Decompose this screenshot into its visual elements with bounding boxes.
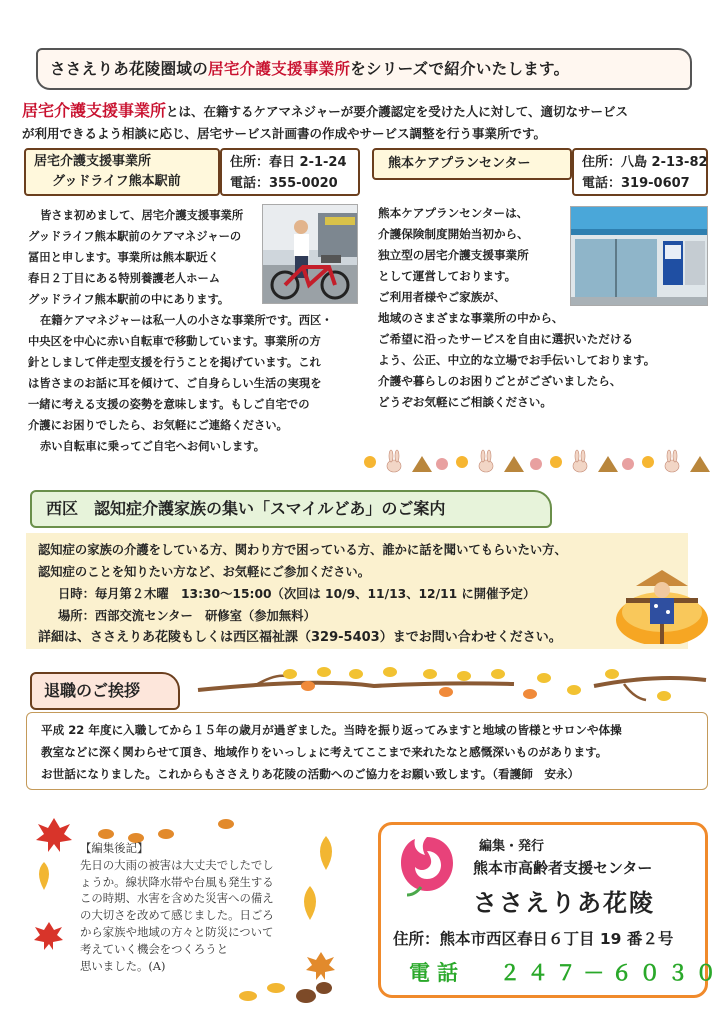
retire-line: 教室などに深く関わらせて頂き、地域作りをいっしょに考えてここまで来れたなと感慨深いものがあります。: [41, 745, 608, 759]
office1-line: 春日２丁目にある特別養護老人ホーム: [28, 272, 221, 285]
phone-number: ２４７－６０３０: [499, 961, 724, 985]
dementia-section-title: 西区 認知症介護家族の集い「スマイルどあ」のご案内: [30, 490, 552, 528]
office2-line: ご希望に沿ったサービスを自由に選択いただける: [378, 332, 634, 346]
scarecrow-illustration: [616, 560, 708, 644]
publisher-box: [378, 822, 724, 998]
office1-line: 介護にお困りでしたら、お気軽にご連絡ください。: [28, 419, 288, 432]
dementia-line: 認知症の家族の介護をしている方、関わり方で困っている方、誰かに話を聞いてもらいたい方、: [38, 543, 567, 557]
office2-line: 独立型の居宅介護支援事業所: [378, 248, 529, 262]
office2-line: 介護保険制度開始当初から、: [378, 227, 529, 241]
office2-name-box: [372, 148, 572, 180]
intro-line1: とは、在籍するケアマネジャーが要介護認定を受けた人に対して、適切なサービス: [166, 104, 629, 119]
office2-name: 熊本ケアプランセンター: [388, 156, 531, 171]
office1-photo: [262, 204, 358, 304]
retire-line: 平成 22 年度に入職してから１５年の歳月が過ぎました。当時を振り返ってみますと地域の皆様とサロンや体操: [41, 723, 622, 737]
office1-phone: 電話：355-0020: [230, 176, 338, 191]
office1-line: 皆さま初めまして、居宅介護支援事業所: [40, 209, 244, 222]
editor-line: 先日の大雨の被害は大丈夫でしたでし: [80, 857, 274, 872]
office2-line: 介護や暮らしのお困りごとがございましたら、: [378, 374, 622, 388]
publisher-label: 編集・発行: [479, 839, 545, 854]
office1-line: 在籍ケアマネジャーは私一人の小さな事業所です。西区・: [40, 314, 333, 327]
dementia-place: 場所：西部交流センター 研修室（参加無料）: [58, 609, 316, 623]
dementia-line: 認知症のことを知りたい方など、お気軽にご参加ください。: [38, 565, 371, 579]
series-banner: [36, 48, 692, 90]
intro-paragraph: [22, 100, 708, 145]
editor-line: 思いました。(A): [80, 958, 166, 973]
dementia-contact: 詳細は、ささえりあ花陵もしくは西区福祉課（329-5403）までお問い合わせください。: [38, 630, 562, 645]
office1-line: グッドライフ熊本駅前の中にあります。: [28, 293, 230, 306]
retirement-message: [26, 712, 708, 790]
retire-line: お世話になりました。これからもささえりあ花陵の活動へのご協力をお願い致します。（看護師 安永）: [41, 767, 580, 781]
office2-line: ご利用者様やご家族が、: [378, 290, 506, 304]
office2-line: として運営しております。: [378, 269, 517, 283]
banner-text-1: ささえりあ花陵圏域の: [50, 60, 209, 78]
office1-line: 赤い自転車に乗ってご自宅へお伺いします。: [40, 440, 266, 453]
editor-line: から家族や地域の方々と防災について: [80, 924, 274, 939]
dementia-notice-body: [26, 533, 688, 649]
office1-line: グッドライフ熊本駅前のケアマネジャーの: [28, 230, 242, 243]
office2-address: 住所：八島 2-13-82: [582, 155, 708, 170]
editor-line: 考えていく機会をつくろうと: [80, 941, 229, 956]
publisher-name: ささえりあ花陵: [473, 889, 655, 917]
office2-text-top: [378, 203, 568, 329]
office2-line: 熊本ケアプランセンターは、: [378, 206, 529, 220]
intro-line2: が利用できるよう相談に応じ、居宅サービス計画書の作成やサービス調整を行う事業所です。: [22, 126, 547, 141]
office1-line: 針としまして伴走型支援を行うことを掲げています。これ: [28, 356, 321, 369]
intro-term: 居宅介護支援事業所: [22, 101, 167, 120]
office1-line: 一緒に考える支援の姿勢を意味します。もしご自宅での: [28, 398, 310, 411]
publisher-phone-row: [409, 957, 723, 987]
publisher-org: 熊本市高齢者支援センター: [473, 859, 653, 877]
branch-decoration: [194, 664, 708, 708]
editor-heading: 【編集後記】: [80, 841, 149, 855]
banner-text-2: をシリーズで紹介いたします。: [350, 60, 570, 78]
office1-line: は皆さまのお話に耳を傾けて、ご自身らしい生活の実現を: [28, 377, 322, 390]
office1-name-line2: グッドライフ熊本駅前: [52, 174, 181, 189]
office1-name-box: [24, 148, 220, 196]
editor-line: の大切さを改めて感じました。日ごろ: [80, 908, 274, 923]
editor-line: ょうか。線状降水帯や台風も発生する: [80, 874, 274, 889]
rose-logo: [395, 833, 459, 897]
banner-highlight: 居宅介護支援事業所: [208, 60, 351, 78]
office2-line: どうぞお気軽にご相談ください。: [378, 395, 552, 409]
retirement-title: 退職のご挨拶: [30, 672, 180, 710]
office1-line: 冨田と申します。事業所は熊本駅近く: [28, 251, 220, 264]
phone-label: 電話: [409, 961, 465, 985]
office2-address-box: [572, 148, 708, 196]
dementia-date: 日時：毎月第２木曜 13:30～15:00（次回は 10/9、11/13、12/11 に開催予定）: [58, 587, 536, 601]
office2-line: 地域のさまざまな事業所の中から、: [378, 311, 564, 325]
office1-address: 住所：春日 2-1-24: [230, 155, 347, 170]
office2-line: よう、公正、中立的な立場でお手伝いしております。: [378, 353, 656, 367]
decoration-row: [360, 448, 720, 478]
office2-photo: [570, 206, 708, 306]
office1-name-line1: 居宅介護支援事業所: [34, 154, 152, 169]
office1-address-box: [220, 148, 360, 196]
office1-text-bottom: [28, 310, 364, 457]
office2-phone: 電話：319-0607: [582, 176, 690, 191]
editor-line: この時期、水害を含めた災害への備え: [80, 891, 274, 906]
office2-text-bottom: [378, 329, 708, 413]
editor-note: [80, 840, 310, 974]
office1-text-top: [28, 205, 260, 310]
publisher-address: 住所：熊本市西区春日６丁目 19 番２号: [393, 930, 674, 948]
office1-line: 中央区を中心に赤い自転車で移動しています。事業所の方: [28, 335, 321, 348]
